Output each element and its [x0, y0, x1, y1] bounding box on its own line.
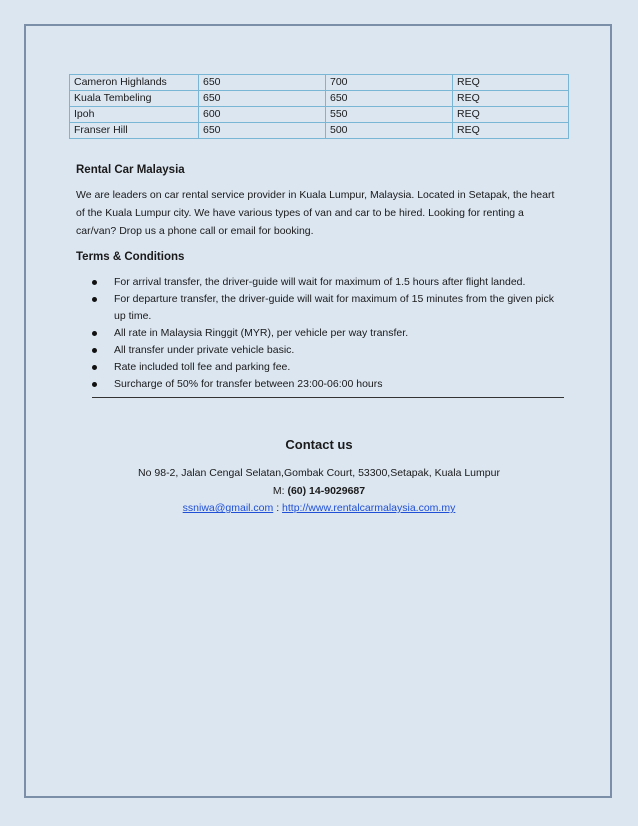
- table-cell: Ipoh: [70, 107, 199, 123]
- bullet-icon: [92, 382, 97, 387]
- list-item: [92, 376, 564, 393]
- table-cell: Kuala Tembeling: [70, 91, 199, 107]
- bullet-icon: [92, 348, 97, 353]
- table-cell: REQ: [453, 123, 569, 139]
- table-cell: Franser Hill: [70, 123, 199, 139]
- contact-links: [0, 502, 638, 514]
- phone-prefix: M:: [272, 485, 285, 497]
- rental-heading: Rental Car Malaysia: [76, 164, 185, 176]
- email-link[interactable]: ssniwa@gmail.com: [182, 502, 274, 514]
- table-row: [70, 75, 569, 91]
- contact-phone-line: [0, 485, 638, 497]
- list-item: [92, 342, 564, 359]
- table-row: [70, 91, 569, 107]
- table-cell: 650: [199, 75, 326, 91]
- term-text: All rate in Malaysia Ringgit (MYR), per vehicle per way transfer.: [114, 327, 409, 339]
- term-text: For departure transfer, the driver-guide will wait for maximum of 15 minutes from the given pick up time.: [114, 293, 555, 322]
- bullet-icon: [92, 280, 97, 285]
- table-cell: 550: [326, 107, 453, 123]
- table-cell: Cameron Highlands: [70, 75, 199, 91]
- table-cell: 500: [326, 123, 453, 139]
- table-cell: REQ: [453, 107, 569, 123]
- term-text: Surcharge of 50% for transfer between 23:00-06:00 hours: [114, 378, 383, 390]
- list-item: [92, 274, 564, 291]
- link-separator: :: [276, 502, 280, 514]
- bullet-icon: [92, 365, 97, 370]
- table-cell: 650: [199, 123, 326, 139]
- table-cell: REQ: [453, 75, 569, 91]
- rental-description: We are leaders on car rental service provider in Kuala Lumpur, Malaysia. Located in Setapak, the heart of the Kuala Lumpur city. We have various types of van and car to be hired. Looking for renting a car/van? Drop us a phone call or email for booking.: [76, 189, 555, 237]
- contact-title: Contact us: [285, 437, 353, 452]
- table-row: [70, 107, 569, 123]
- term-text: All transfer under private vehicle basic.: [114, 344, 295, 356]
- term-text: Rate included toll fee and parking fee.: [114, 361, 291, 373]
- table-row: [70, 123, 569, 139]
- bullet-icon: [92, 297, 97, 302]
- website-link[interactable]: http://www.rentalcarmalaysia.com.my: [282, 502, 456, 514]
- table-cell: 700: [326, 75, 453, 91]
- contact-address: No 98-2, Jalan Cengal Selatan,Gombak Court, 53300,Setapak, Kuala Lumpur: [138, 467, 500, 479]
- table-cell: REQ: [453, 91, 569, 107]
- page-border: [24, 24, 612, 798]
- phone-number: (60) 14-9029687: [287, 485, 366, 497]
- rates-table: [69, 74, 569, 139]
- terms-heading: Terms & Conditions: [76, 251, 185, 263]
- table-cell: 600: [199, 107, 326, 123]
- term-text: For arrival transfer, the driver-guide will wait for maximum of 1.5 hours after flight landed.: [114, 276, 526, 288]
- table-cell: 650: [199, 91, 326, 107]
- list-item: [92, 291, 564, 325]
- list-item: [92, 325, 564, 342]
- terms-list: [92, 274, 564, 398]
- bullet-icon: [92, 331, 97, 336]
- table-cell: 650: [326, 91, 453, 107]
- list-item: [92, 359, 564, 376]
